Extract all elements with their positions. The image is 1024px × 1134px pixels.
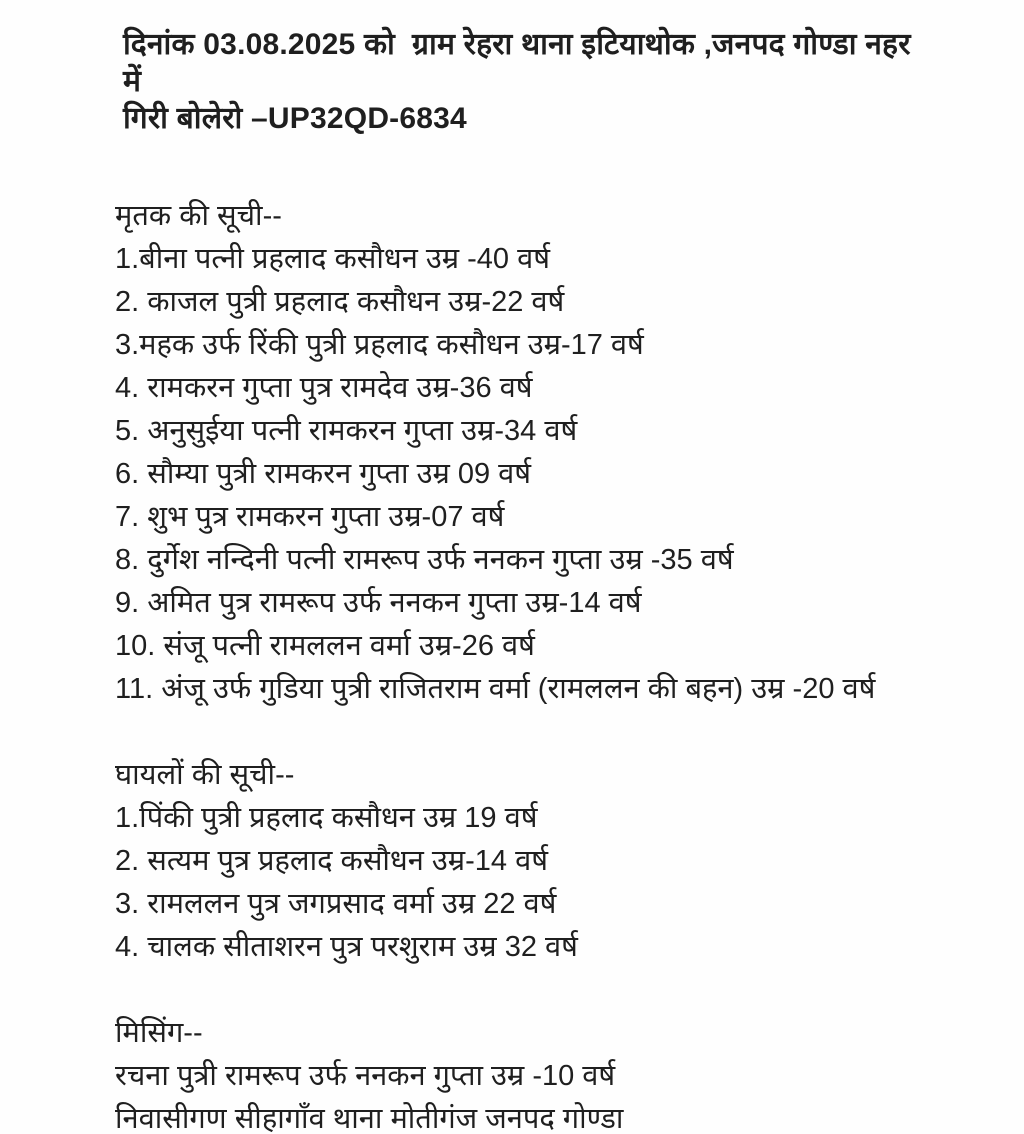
deceased-list-item-4: 4. रामकरन गुप्ता पुत्र रामदेव उम्र-36 वर्ष — [115, 372, 533, 404]
deceased-list-item-3: 3.महक उर्फ रिंकी पुत्री प्रहलाद कसौधन उम्र-17 वर्ष — [115, 329, 644, 361]
injured-list-item-3: 3. रामललन पुत्र जगप्रसाद वर्मा उम्र 22 वर्ष — [115, 888, 557, 920]
deceased-list-item-1: 1.बीना पत्नी प्रहलाद कसौधन उम्र -40 वर्ष — [115, 243, 551, 275]
deceased-section-heading: मृतक की सूची-- — [115, 200, 282, 232]
deceased-list-item-11: 11. अंजू उर्फ गुडिया पुत्री राजितराम वर्मा (रामललन की बहन) उम्र -20 वर्ष — [115, 673, 876, 705]
injured-list-item-2: 2. सत्यम पुत्र प्रहलाद कसौधन उम्र-14 वर्ष — [115, 845, 549, 877]
deceased-list-item-5: 5. अनुसुईया पत्नी रामकरन गुप्ता उम्र-34 वर्ष — [115, 415, 578, 447]
missing-list-item-2: निवासीगण सीहागाँव थाना मोतीगंज जनपद गोण्डा — [115, 1103, 624, 1134]
deceased-list-item-7: 7. शुभ पुत्र रामकरन गुप्ता उम्र-07 वर्ष — [115, 501, 505, 533]
injured-list-item-4: 4. चालक सीताशरन पुत्र परशुराम उम्र 32 वर्ष — [115, 931, 578, 963]
deceased-list-item-10: 10. संजू पत्नी रामललन वर्मा उम्र-26 वर्ष — [115, 630, 535, 662]
missing-section-heading: मिसिंग-- — [115, 1017, 203, 1049]
document-title — [123, 26, 923, 137]
deceased-list-item-9: 9. अमित पुत्र रामरूप उर्फ ननकन गुप्ता उम्र-14 वर्ष — [115, 587, 642, 619]
deceased-list-item-8: 8. दुर्गेश नन्दिनी पत्नी रामरूप उर्फ ननकन गुप्ता उम्र -35 वर्ष — [115, 544, 734, 576]
title-line-1: दिनांक 03.08.2025 को ग्राम रेहरा थाना इटियाथोक ,जनपद गोण्डा नहर में — [123, 28, 920, 98]
missing-section — [115, 1012, 984, 1134]
injured-section — [115, 754, 984, 969]
missing-list-item-1: रचना पुत्री रामरूप उर्फ ननकन गुप्ता उम्र -10 वर्ष — [115, 1060, 616, 1092]
deceased-list-item-2: 2. काजल पुत्री प्रहलाद कसौधन उम्र-22 वर्ष — [115, 286, 565, 318]
injured-list-item-1: 1.पिंकी पुत्री प्रहलाद कसौधन उम्र 19 वर्ष — [115, 802, 538, 834]
deceased-section — [115, 195, 984, 711]
deceased-list-item-6: 6. सौम्या पुत्री रामकरन गुप्ता उम्र 09 वर्ष — [115, 458, 532, 490]
title-line-2: गिरी बोलेरो –UP32QD-6834 — [123, 102, 467, 135]
injured-section-heading: घायलों की सूची-- — [115, 759, 295, 791]
